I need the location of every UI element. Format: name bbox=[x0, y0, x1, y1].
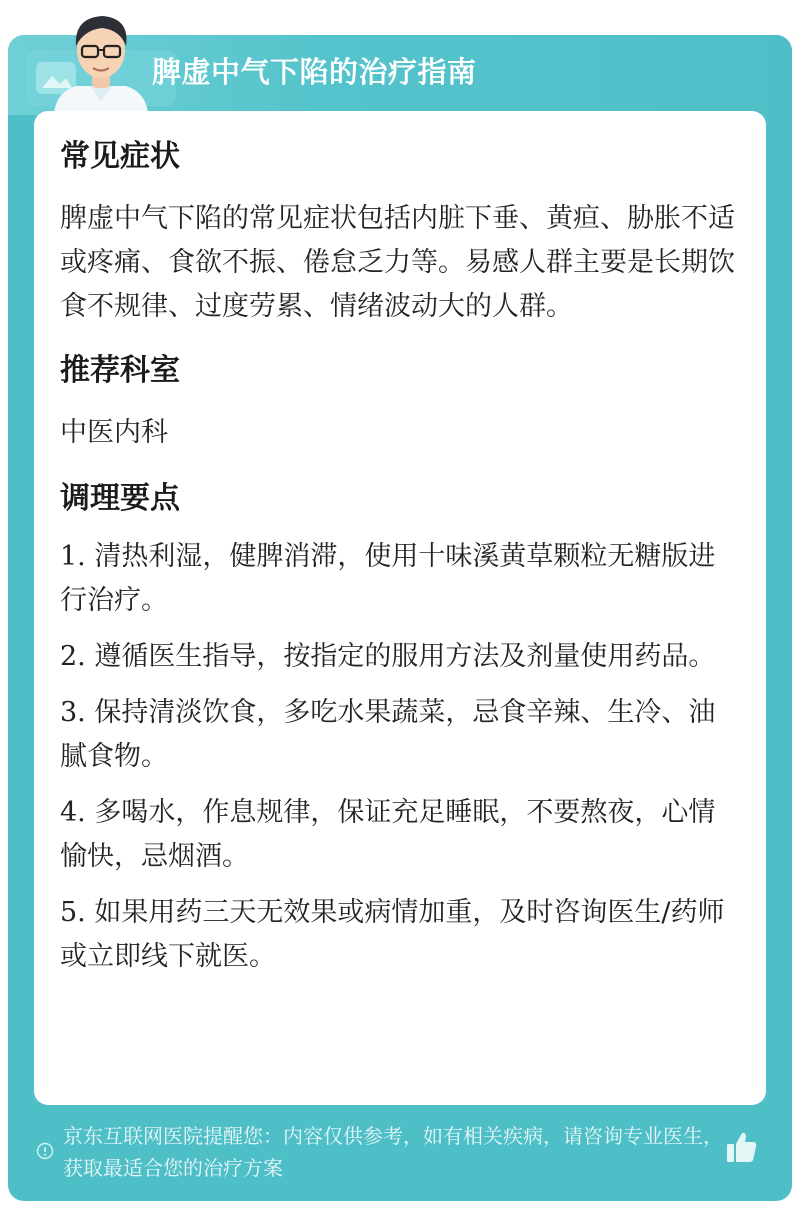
symptoms-heading: 常见症状 bbox=[60, 139, 180, 174]
care-heading: 调理要点 bbox=[60, 481, 180, 516]
department-heading: 推荐科室 bbox=[60, 353, 180, 388]
list-item-text: 保持清淡饮食，多吃水果蔬菜，忌食辛辣、生冷、油腻食物。 bbox=[60, 697, 716, 772]
doctor-avatar-icon bbox=[46, 6, 156, 114]
symptoms-text: 脾虚中气下陷的常见症状包括内脏下垂、黄疸、胁胀不适或疼痛、食欲不振、倦怠乏力等。易感人群主要是长期饮食不规律、过度劳累、情绪波动大的人群。 bbox=[60, 203, 735, 322]
list-item bbox=[60, 791, 740, 879]
list-item bbox=[60, 635, 740, 679]
department-text: 中医内科 bbox=[60, 417, 168, 448]
disclaimer-text: 京东互联网医院提醒您：内容仅供参考，如有相关疾病，请咨询专业医生，获取最适合您的治疗方案 bbox=[63, 1124, 723, 1180]
thumbs-up-icon[interactable] bbox=[726, 1130, 758, 1164]
list-item-number: 3. bbox=[60, 697, 86, 728]
list-item-number: 1. bbox=[60, 541, 86, 572]
info-icon bbox=[36, 1142, 54, 1160]
list-item-text: 遵循医生指导，按指定的服用方法及剂量使用药品。 bbox=[94, 641, 716, 672]
list-item-text: 清热利湿，健脾消滞，使用十味溪黄草颗粒无糖版进行治疗。 bbox=[60, 541, 716, 616]
list-item-number: 2. bbox=[60, 641, 86, 672]
list-item bbox=[60, 691, 740, 779]
list-item-number: 4. bbox=[60, 797, 86, 828]
footer-disclaimer bbox=[36, 1120, 736, 1184]
content-panel bbox=[34, 111, 766, 1105]
list-item bbox=[60, 535, 740, 623]
care-list bbox=[60, 535, 740, 979]
list-item-text: 多喝水，作息规律，保证充足睡眠，不要熬夜，心情愉快，忌烟酒。 bbox=[60, 797, 716, 872]
list-item-number: 5. bbox=[60, 897, 86, 928]
list-item-text: 如果用药三天无效果或病情加重，及时咨询医生/药师或立即线下就医。 bbox=[60, 897, 725, 972]
page-title: 脾虚中气下陷的治疗指南 bbox=[152, 55, 477, 89]
list-item bbox=[60, 891, 740, 979]
